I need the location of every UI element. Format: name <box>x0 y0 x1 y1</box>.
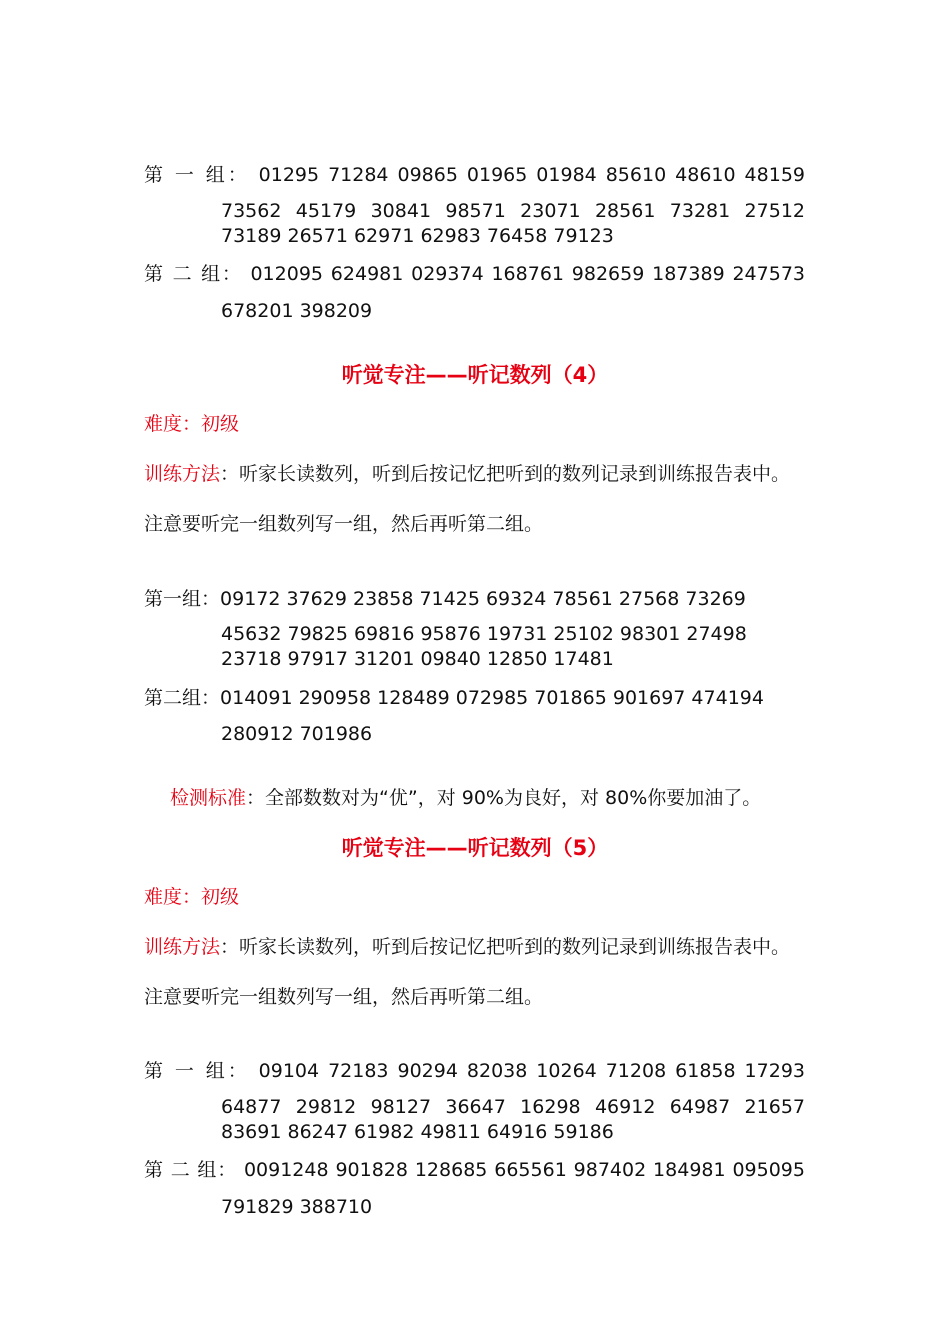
section5-group2-label: 第 二 组： <box>144 1159 238 1181</box>
section4-difficulty: 难度：初级 <box>144 413 240 435</box>
section4-standard-label: 检测标准 <box>170 787 247 809</box>
section5-method-label: 训练方法 <box>144 936 221 958</box>
group1-numbers-line3: 73189 26571 62971 62983 76458 79123 <box>221 225 614 247</box>
group2-numbers: 012095 624981 029374 168761 982659 187389 247573 <box>250 263 805 285</box>
section5-method <box>144 935 790 959</box>
section5-difficulty: 难度：初级 <box>144 886 240 908</box>
section4-note: 注意要听完一组数列写一组，然后再听第二组。 <box>144 513 544 535</box>
section5-title: 听觉专注——听记数列（5） <box>341 836 609 860</box>
group2-numbers-line2: 678201 398209 <box>221 300 373 322</box>
section5-method-text: ：听家长读数列，听到后按记忆把听到的数列记录到训练报告表中。 <box>220 936 791 958</box>
section4-standard-text: ：全部数数对为“优”，对 90%为良好，对 80%你要加油了。 <box>246 787 762 809</box>
section5-group1-numbers: 09104 72183 90294 82038 10264 71208 61858 17293 <box>258 1060 805 1082</box>
section4-group1-numbers-line2: 45632 79825 69816 95876 19731 25102 98301 27498 <box>221 623 747 645</box>
section4-group2-numbers-line2: 280912 701986 <box>221 723 373 745</box>
group1-line <box>144 163 805 187</box>
group1-numbers-line2: 73562 45179 30841 98571 23071 28561 73281 27512 <box>221 200 805 222</box>
section4-method <box>144 462 790 486</box>
section5-note: 注意要听完一组数列写一组，然后再听第二组。 <box>144 986 544 1008</box>
section5-group1-numbers-line3: 83691 86247 61982 49811 64916 59186 <box>221 1121 614 1143</box>
section4-group1-numbers: 09172 37629 23858 71425 69324 78561 27568 73269 <box>220 588 746 610</box>
section4-group2-numbers: 014091 290958 128489 072985 701865 901697 474194 <box>220 687 764 709</box>
group2-line <box>144 262 805 286</box>
section5-group1-label: 第 一 组： <box>144 1060 250 1082</box>
group2-label: 第 二 组： <box>144 263 243 285</box>
section4-group1-line <box>144 587 746 611</box>
group1-numbers: 01295 71284 09865 01965 01984 85610 48610 48159 <box>258 164 805 186</box>
section4-group2-line <box>144 686 764 710</box>
section4-group2-label: 第二组： <box>144 687 221 709</box>
section5-group1-line <box>144 1059 805 1083</box>
section5-group2-numbers-line2: 791829 388710 <box>221 1196 373 1218</box>
section4-title: 听觉专注——听记数列（4） <box>341 363 609 387</box>
section4-method-label: 训练方法 <box>144 463 221 485</box>
section4-method-text: ：听家长读数列，听到后按记忆把听到的数列记录到训练报告表中。 <box>220 463 791 485</box>
section5-group2-line <box>144 1158 805 1182</box>
section5-group1-numbers-line2: 64877 29812 98127 36647 16298 46912 64987 21657 <box>221 1096 805 1118</box>
group1-label: 第 一 组： <box>144 164 250 186</box>
section5-group2-numbers: 0091248 901828 128685 665561 987402 184981 095095 <box>243 1159 805 1181</box>
section4-group1-numbers-line3: 23718 97917 31201 09840 12850 17481 <box>221 648 614 670</box>
section4-standard <box>170 786 761 810</box>
section4-group1-label: 第一组： <box>144 588 221 610</box>
